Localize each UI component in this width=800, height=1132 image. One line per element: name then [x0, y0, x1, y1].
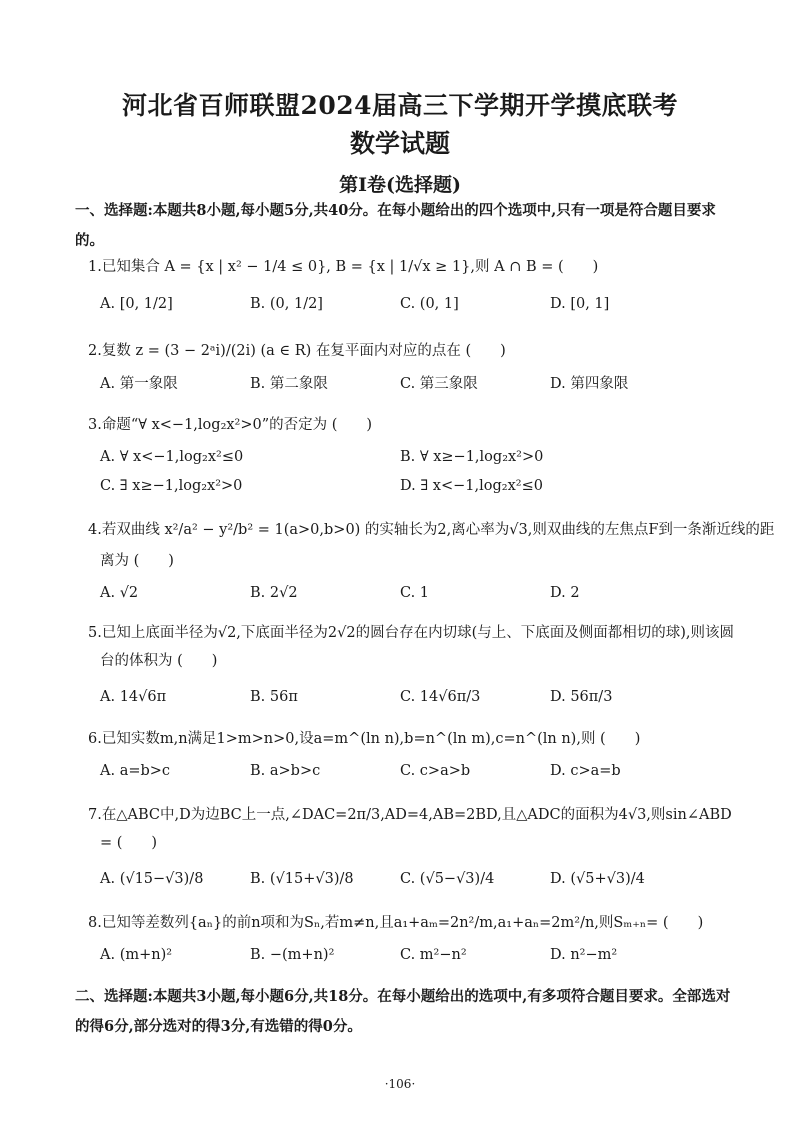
section2-instructions	[75, 982, 735, 1042]
section2-line1: 二、选择题:本题共3小题,每小题6分,共18分。在每小题给出的选项中,有多项符合题目要求。全部选对	[75, 988, 731, 1005]
q8-option-c: C. m²−n²	[400, 947, 467, 963]
q1-option-d: D. [0, 1]	[550, 296, 610, 312]
q4-option-b: B. 2√2	[250, 585, 298, 601]
q2-option-a: A. 第一象限	[100, 376, 178, 392]
exam-title: 河北省百师联盟2024届高三下学期开学摸底联考	[121, 91, 679, 120]
q7-option-c: C. (√5−√3)/4	[400, 871, 495, 887]
q7-stem: 7.在△ABC中,D为边BC上一点,∠DAC=2π/3,AD=4,AB=2BD,且△ADC的面积为4√3,则sin∠ABD	[88, 807, 732, 823]
q7-option-a: A. (√15−√3)/8	[100, 871, 204, 887]
part-heading: 第Ⅰ卷(选择题)	[339, 174, 461, 196]
q6-option-c: C. c>a>b	[400, 763, 471, 779]
q1-option-a: A. [0, 1/2]	[100, 296, 173, 312]
section1-line2: 的。	[75, 232, 104, 249]
q1-option-b: B. (0, 1/2]	[250, 296, 323, 312]
exam-subject: 数学试题	[349, 129, 450, 158]
q4-stem-cont: 离为 ( )	[100, 553, 174, 569]
q7-stem-cont: = ( )	[100, 835, 158, 851]
q3-option-d: D. ∃ x<−1,log₂x²≤0	[400, 478, 543, 494]
q7-option-b: B. (√15+√3)/8	[250, 871, 354, 887]
page-number: ·106·	[384, 1077, 416, 1091]
q1-stem: 1.已知集合 A = {x | x² − 1/4 ≤ 0}, B = {x | 1/√x ≥ 1},则 A ∩ B = ( )	[88, 259, 599, 275]
section1-line1: 一、选择题:本题共8小题,每小题5分,共40分。在每小题给出的四个选项中,只有一项是符合题目要求	[75, 202, 716, 219]
q4-option-d: D. 2	[550, 585, 580, 601]
q6-option-d: D. c>a=b	[550, 763, 621, 779]
q4-option-a: A. √2	[100, 585, 139, 601]
q5-option-b: B. 56π	[250, 689, 298, 705]
q5-option-a: A. 14√6π	[100, 689, 167, 705]
section2-line2: 的得6分,部分选对的得3分,有选错的得0分。	[75, 1018, 362, 1035]
q2-option-c: C. 第三象限	[400, 376, 478, 392]
q2-option-b: B. 第二象限	[250, 376, 328, 392]
q3-option-b: B. ∀ x≥−1,log₂x²>0	[400, 449, 544, 465]
q3-option-a: A. ∀ x<−1,log₂x²≤0	[100, 449, 244, 465]
q4-option-c: C. 1	[400, 585, 430, 601]
q3-stem: 3.命题“∀ x<−1,log₂x²>0”的否定为 ( )	[88, 417, 373, 433]
q8-stem: 8.已知等差数列{aₙ}的前n项和为Sₙ,若m≠n,且a₁+aₘ=2n²/m,a₁+aₙ=2m²/n,则Sₘ₊ₙ= ( )	[88, 915, 704, 931]
q8-option-b: B. −(m+n)²	[250, 947, 335, 963]
q2-stem: 2.复数 z = (3 − 2ᵃi)/(2i) (a ∈ R) 在复平面内对应的点在 ( )	[88, 343, 506, 359]
q3-option-c: C. ∃ x≥−1,log₂x²>0	[100, 478, 243, 494]
q5-option-c: C. 14√6π/3	[400, 689, 481, 705]
q2-option-d: D. 第四象限	[550, 376, 629, 392]
q6-option-b: B. a>b>c	[250, 763, 321, 779]
q5-stem: 5.已知上底面半径为√2,下底面半径为2√2的圆台存在内切球(与上、下底面及侧面都相切的球),则该圆	[88, 625, 735, 641]
q4-stem: 4.若双曲线 x²/a² − y²/b² = 1(a>0,b>0) 的实轴长为2,离心率为√3,则双曲线的左焦点F到一条渐近线的距	[88, 522, 775, 538]
q5-option-d: D. 56π/3	[550, 689, 613, 705]
q6-stem: 6.已知实数m,n满足1>m>n>0,设a=m^(ln n),b=n^(ln m),c=n^(ln n),则 ( )	[88, 731, 641, 747]
q7-option-d: D. (√5+√3)/4	[550, 871, 645, 887]
q1-option-c: C. (0, 1]	[400, 296, 459, 312]
q6-option-a: A. a=b>c	[100, 763, 171, 779]
q8-option-a: A. (m+n)²	[100, 947, 173, 963]
q5-stem-cont: 台的体积为 ( )	[100, 653, 218, 669]
q8-option-d: D. n²−m²	[550, 947, 618, 963]
section1-instructions	[75, 196, 735, 256]
